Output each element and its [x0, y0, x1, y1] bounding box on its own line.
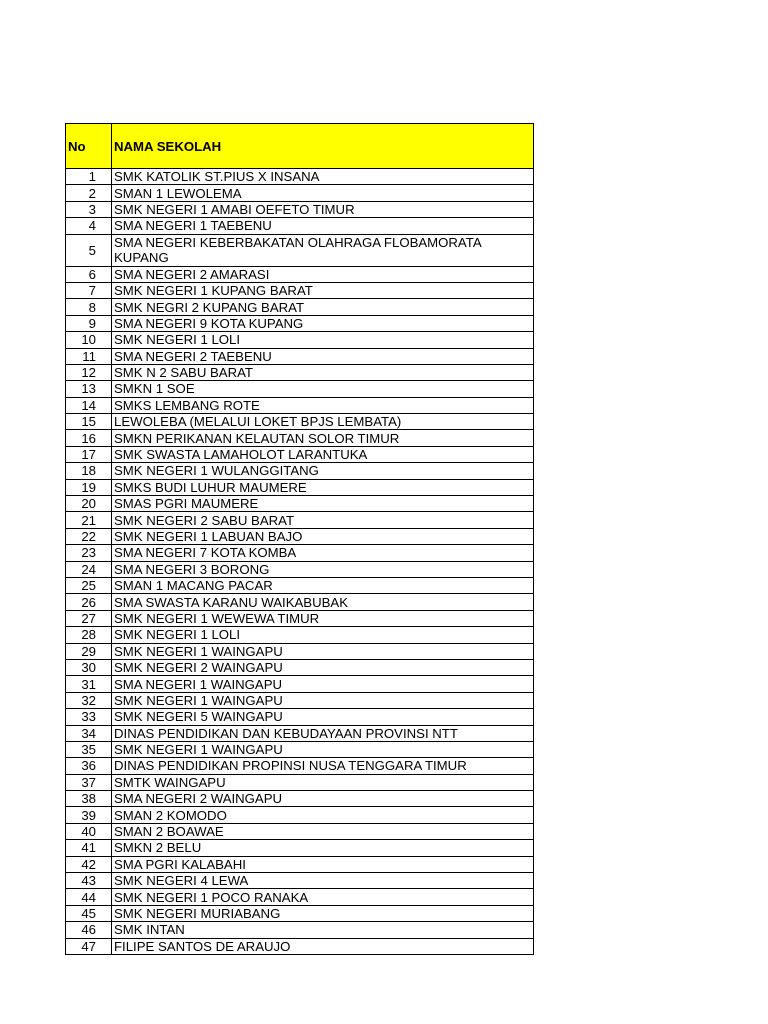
school-name: SMK NEGERI 1 KUPANG BARAT: [112, 282, 534, 298]
row-number: 24: [66, 561, 112, 577]
school-name: SMKS BUDI LUHUR MAUMERE: [112, 479, 534, 495]
school-name: SMKN 1 SOE: [112, 381, 534, 397]
school-name: SMK NEGERI 1 LABUAN BAJO: [112, 528, 534, 544]
table-row: [66, 282, 534, 298]
school-name: SMKS LEMBANG ROTE: [112, 397, 534, 413]
school-name: SMKN 2 BELU: [112, 840, 534, 856]
school-name: SMK NEGERI 1 LOLI: [112, 332, 534, 348]
school-name: SMK NEGERI 1 WAINGAPU: [112, 692, 534, 708]
table-row: [66, 381, 534, 397]
school-name: SMK NEGERI 1 WAINGAPU: [112, 643, 534, 659]
row-number: 1: [66, 169, 112, 185]
row-number: 5: [66, 234, 112, 266]
row-number: 42: [66, 856, 112, 872]
table-row: [66, 938, 534, 954]
row-number: 43: [66, 873, 112, 889]
row-number: 41: [66, 840, 112, 856]
school-name: SMK NEGERI 1 AMABI OEFETO TIMUR: [112, 201, 534, 217]
table-row: [66, 709, 534, 725]
table-row: [66, 463, 534, 479]
school-name: SMK INTAN: [112, 922, 534, 938]
row-number: 15: [66, 414, 112, 430]
school-name: SMA NEGERI 1 TAEBENU: [112, 218, 534, 234]
row-number: 47: [66, 938, 112, 954]
school-name: FILIPE SANTOS DE ARAUJO: [112, 938, 534, 954]
school-name: SMK SWASTA LAMAHOLOT LARANTUKA: [112, 446, 534, 462]
row-number: 33: [66, 709, 112, 725]
school-name: SMAN 2 KOMODO: [112, 807, 534, 823]
table-row: [66, 676, 534, 692]
row-number: 3: [66, 201, 112, 217]
school-name: SMAS PGRI MAUMERE: [112, 496, 534, 512]
table-row: [66, 627, 534, 643]
table-row: [66, 332, 534, 348]
school-table: [65, 123, 534, 955]
row-number: 8: [66, 299, 112, 315]
table-row: [66, 840, 534, 856]
school-name: SMA PGRI KALABAHI: [112, 856, 534, 872]
school-name: SMA NEGERI 2 TAEBENU: [112, 348, 534, 364]
row-number: 36: [66, 758, 112, 774]
table-row: [66, 528, 534, 544]
table-row: [66, 823, 534, 839]
table-row: [66, 479, 534, 495]
school-name: SMTK WAINGAPU: [112, 774, 534, 790]
table-row: [66, 594, 534, 610]
table-row: [66, 266, 534, 282]
school-name: SMA NEGERI 2 WAINGAPU: [112, 791, 534, 807]
row-number: 46: [66, 922, 112, 938]
row-number: 12: [66, 364, 112, 380]
school-name: SMA NEGERI 7 KOTA KOMBA: [112, 545, 534, 561]
row-number: 45: [66, 905, 112, 921]
table-row: [66, 299, 534, 315]
table-row: [66, 169, 534, 185]
table-row: [66, 414, 534, 430]
table-row: [66, 397, 534, 413]
row-number: 19: [66, 479, 112, 495]
row-number: 28: [66, 627, 112, 643]
row-number: 44: [66, 889, 112, 905]
school-name: DINAS PENDIDIKAN PROPINSI NUSA TENGGARA TIMUR: [112, 758, 534, 774]
header-nama-sekolah: NAMA SEKOLAH: [112, 124, 534, 169]
school-name: SMK KATOLIK ST.PIUS X INSANA: [112, 169, 534, 185]
school-name: SMA SWASTA KARANU WAIKABUBAK: [112, 594, 534, 610]
school-name: SMK NEGERI 2 WAINGAPU: [112, 659, 534, 675]
school-name: SMKN PERIKANAN KELAUTAN SOLOR TIMUR: [112, 430, 534, 446]
row-number: 23: [66, 545, 112, 561]
school-name: SMK N 2 SABU BARAT: [112, 364, 534, 380]
row-number: 27: [66, 610, 112, 626]
table-row: [66, 315, 534, 331]
school-name: SMK NEGERI 2 SABU BARAT: [112, 512, 534, 528]
table-header-row: [66, 124, 534, 169]
table-row: [66, 791, 534, 807]
table-row: [66, 889, 534, 905]
row-number: 20: [66, 496, 112, 512]
row-number: 11: [66, 348, 112, 364]
row-number: 9: [66, 315, 112, 331]
table-row: [66, 218, 534, 234]
table-row: [66, 545, 534, 561]
row-number: 31: [66, 676, 112, 692]
row-number: 2: [66, 185, 112, 201]
row-number: 18: [66, 463, 112, 479]
school-name: SMA NEGERI 3 BORONG: [112, 561, 534, 577]
row-number: 4: [66, 218, 112, 234]
school-name: SMK NEGERI 1 WEWEWA TIMUR: [112, 610, 534, 626]
row-number: 14: [66, 397, 112, 413]
school-name: SMA NEGERI 1 WAINGAPU: [112, 676, 534, 692]
school-name: SMK NEGERI 1 WULANGGITANG: [112, 463, 534, 479]
table-row: [66, 643, 534, 659]
table-row: [66, 185, 534, 201]
school-name: SMK NEGERI 4 LEWA: [112, 873, 534, 889]
row-number: 16: [66, 430, 112, 446]
table-row: [66, 610, 534, 626]
table-row: [66, 446, 534, 462]
row-number: 17: [66, 446, 112, 462]
school-name: SMK NEGRI 2 KUPANG BARAT: [112, 299, 534, 315]
row-number: 35: [66, 741, 112, 757]
table-row: [66, 430, 534, 446]
header-no: No: [66, 124, 112, 169]
table-row: [66, 856, 534, 872]
school-name: SMK NEGERI 1 WAINGAPU: [112, 741, 534, 757]
table-row: [66, 512, 534, 528]
table-row: [66, 741, 534, 757]
table-row: [66, 577, 534, 593]
school-name: SMK NEGERI 1 POCO RANAKA: [112, 889, 534, 905]
school-name: SMA NEGERI 2 AMARASI: [112, 266, 534, 282]
table-row: [66, 725, 534, 741]
row-number: 7: [66, 282, 112, 298]
row-number: 29: [66, 643, 112, 659]
table-row: [66, 873, 534, 889]
school-name: SMK NEGERI 1 LOLI: [112, 627, 534, 643]
school-name: SMAN 1 LEWOLEMA: [112, 185, 534, 201]
school-name: DINAS PENDIDIKAN DAN KEBUDAYAAN PROVINSI NTT: [112, 725, 534, 741]
row-number: 21: [66, 512, 112, 528]
row-number: 37: [66, 774, 112, 790]
table-body: [66, 169, 534, 955]
row-number: 13: [66, 381, 112, 397]
table-row: [66, 905, 534, 921]
row-number: 10: [66, 332, 112, 348]
school-name: SMK NEGERI MURIABANG: [112, 905, 534, 921]
table-row: [66, 561, 534, 577]
school-name: SMAN 2 BOAWAE: [112, 823, 534, 839]
table-row: [66, 692, 534, 708]
table-row: [66, 364, 534, 380]
school-name: SMA NEGERI KEBERBAKATAN OLAHRAGA FLOBAMORATA KUPANG: [112, 234, 534, 266]
row-number: 34: [66, 725, 112, 741]
row-number: 25: [66, 577, 112, 593]
row-number: 38: [66, 791, 112, 807]
table-row: [66, 922, 534, 938]
row-number: 40: [66, 823, 112, 839]
school-table-container: [65, 123, 533, 955]
row-number: 32: [66, 692, 112, 708]
table-row: [66, 234, 534, 266]
school-name: LEWOLEBA (MELALUI LOKET BPJS LEMBATA): [112, 414, 534, 430]
row-number: 26: [66, 594, 112, 610]
school-name: SMAN 1 MACANG PACAR: [112, 577, 534, 593]
table-row: [66, 659, 534, 675]
table-row: [66, 758, 534, 774]
row-number: 6: [66, 266, 112, 282]
table-row: [66, 348, 534, 364]
row-number: 30: [66, 659, 112, 675]
table-row: [66, 201, 534, 217]
table-row: [66, 496, 534, 512]
row-number: 22: [66, 528, 112, 544]
table-row: [66, 807, 534, 823]
school-name: SMA NEGERI 9 KOTA KUPANG: [112, 315, 534, 331]
school-name: SMK NEGERI 5 WAINGAPU: [112, 709, 534, 725]
row-number: 39: [66, 807, 112, 823]
table-row: [66, 774, 534, 790]
